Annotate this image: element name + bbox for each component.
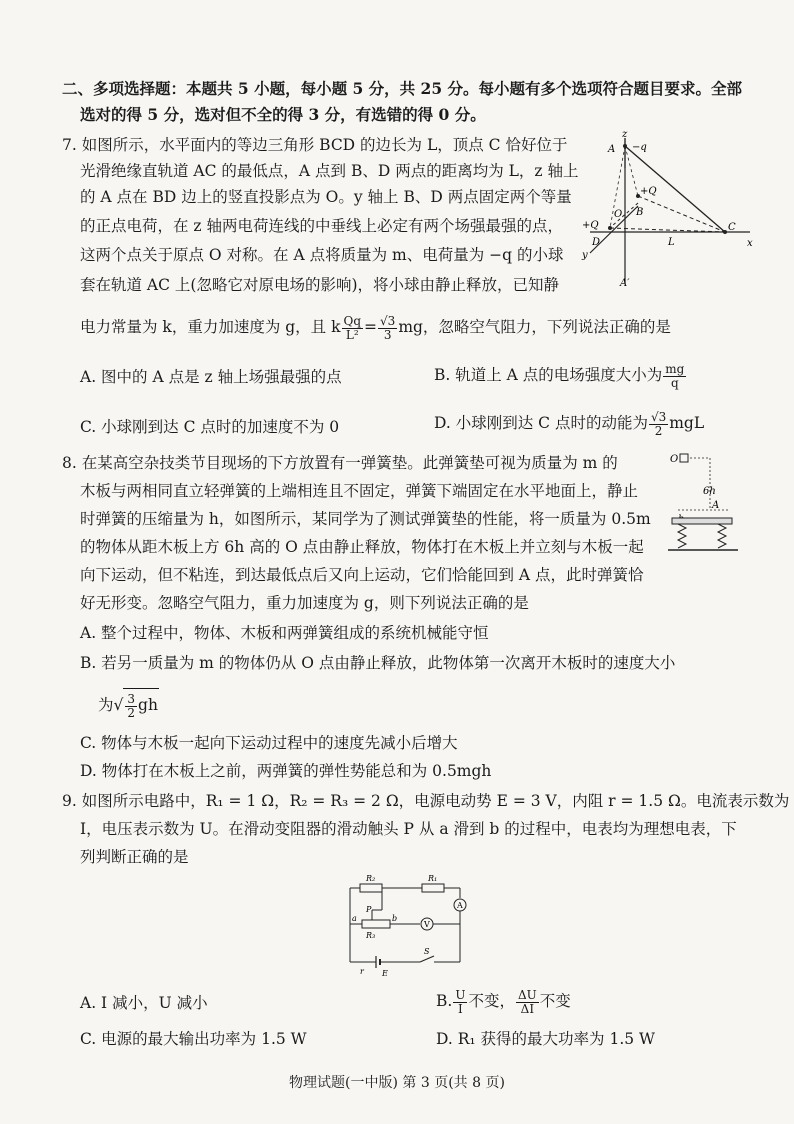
label-d: D [592, 237, 601, 248]
q8-option-b-cont: 为√ $\frac{3}{2}$ gh [98, 688, 159, 721]
q7-option-d: D. 小球刚到达 C 点时的动能为 $\frac{√3}{2}$ mgL [434, 409, 705, 438]
label-c: C [728, 222, 736, 233]
q8-text-line: 向下运动，但不粘连，到达最低点后又向上运动，它们恰能回到 A 点，此时弹簧恰 [80, 566, 644, 584]
wooden-board [672, 518, 732, 524]
resistor-r1 [422, 884, 444, 892]
q9-option-d: D. R₁ 获得的最大功率为 1.5 W [436, 1030, 655, 1048]
q8-option-c: C. 物体与木板一起向下运动过程中的速度先减小后增大 [80, 734, 458, 752]
spring-right [718, 524, 726, 548]
q7-text-line: 的正点电荷，在 z 轴两电荷连线的中垂线上必定有两个场强最强的点， [80, 217, 564, 235]
spring-left [678, 524, 686, 548]
label-plus-q-d: +Q [582, 220, 599, 231]
label-y: y [582, 250, 588, 261]
edge-bc [638, 196, 725, 232]
label-r2: R₂ [366, 874, 376, 883]
q9-text-line: I，电压表示数为 U。在滑动变阻器的滑动触头 P 从 a 滑到 b 的过程中，电表均为理想电表，下 [80, 820, 737, 838]
label-a-prime: A′ [620, 278, 630, 289]
q7-text-line: 光滑绝缘直轨道 AC 的最低点，A 点到 B、D 两点的距离均为 L，z 轴上 [80, 162, 579, 180]
q7-text-line: 这两个点关于原点 O 对称。在 A 点将质量为 m、电荷量为 −q 的小球 [80, 246, 564, 264]
label-o: O [670, 454, 679, 465]
q7-figure [580, 128, 760, 293]
label-o: O [614, 209, 623, 220]
label-a-end: a [352, 914, 357, 923]
resistor-r3 [362, 920, 390, 928]
label-r3: R₃ [366, 931, 376, 940]
label-l: L [668, 237, 675, 248]
q9-option-b: B. $\frac{U}{I}$ 不变， $\frac{\Delta U}{\Delta I}$ 不变 [436, 987, 571, 1016]
label-r1: R₁ [428, 874, 438, 883]
q8-text-line: 好无形变。忽略空气阻力，重力加速度为 g，则下列说法正确的是 [80, 594, 529, 612]
label-a: A [712, 500, 720, 511]
label-plus-q-b: +Q [640, 186, 657, 197]
q7-text-line-formula: 电力常量为 k，重力加速度为 g，且 k $\frac{Qq}{\text{L²}}$ = $\frac{√3}{3}$ mg，忽略空气阻力，下列说法正确的是 [80, 313, 671, 342]
label-v: V [424, 920, 430, 929]
q8-text-line: 8. 在某高空杂技类节目现场的下方放置有一弹簧垫。此弹簧垫可视为质量为 m 的 [62, 454, 618, 472]
q8-text-line: 的物体从距木板上方 6h 高的 O 点由静止释放，物体打在木板上并立刻与木板一起 [80, 538, 644, 556]
label-6h: 6h [703, 486, 716, 497]
q7-text-line: 7. 如图所示，水平面内的等边三角形 BCD 的边长为 L，顶点 C 恰好位于 [62, 136, 568, 154]
label-r: r [360, 967, 364, 976]
q8-text-line: 木板与两相同直立轻弹簧的上端相连且不固定，弹簧下端固定在水平地面上，静止 [80, 482, 639, 500]
label-b: B [636, 207, 644, 218]
q7-text-line: 套在轨道 AC 上(忽略它对原电场的影响)，将小球由静止释放，已知静 [80, 276, 560, 294]
resistor-r2 [360, 884, 382, 892]
label-a: A [457, 901, 463, 910]
q7-option-c: C. 小球刚到达 C 点时的加速度不为 0 [80, 418, 340, 436]
label-minus-q: −q [632, 142, 647, 153]
object-block [680, 454, 688, 462]
section-header-line2: 选对的得 5 分，选对但不全的得 3 分，有选错的得 0 分。 [80, 105, 486, 124]
q9-option-a: A. I 减小，U 减小 [80, 994, 208, 1012]
q8-figure [664, 448, 744, 558]
q9-text-line: 9. 如图所示电路中，R₁ = 1 Ω，R₂ = R₃ = 2 Ω，电源电动势 E = 3 V，内阻 r = 1.5 Ω。电流表示数为 [62, 792, 790, 810]
q8-option-a: A. 整个过程中，物体、木板和两弹簧组成的系统机械能守恒 [80, 624, 489, 642]
label-a: A [608, 144, 616, 155]
label-x: x [747, 238, 753, 249]
label-p: P [366, 905, 372, 914]
q9-text-line: 列判断正确的是 [80, 848, 189, 866]
page-footer: 物理试题(一中版) 第 3 页(共 8 页) [289, 1075, 505, 1091]
q8-option-b: B. 若另一质量为 m 的物体仍从 O 点由静止释放，此物体第一次离开木板时的速度大小 [80, 654, 676, 672]
q7-text-line: 的 A 点在 BD 边上的竖直投影点为 O。y 轴上 B、D 两点固定两个等量 [80, 188, 572, 206]
edge-dc [610, 228, 725, 232]
label-z: z [622, 129, 628, 140]
label-e: E [382, 969, 388, 978]
q7-option-a: A. 图中的 A 点是 z 轴上场强最强的点 [80, 368, 342, 386]
section-header-line1: 二、多项选择题：本题共 5 小题，每小题 5 分，共 25 分。每小题有多个选项符合题目要求。全部 [62, 79, 743, 98]
label-s: S [424, 947, 430, 956]
q8-text-line: 时弹簧的压缩量为 h，如图所示，某同学为了测试弹簧垫的性能，将一质量为 0.5m [80, 510, 651, 528]
q9-option-c: C. 电源的最大输出功率为 1.5 W [80, 1030, 307, 1048]
switch-s [420, 956, 434, 962]
q8-option-d: D. 物体打在木板上之前，两弹簧的弹性势能总和为 0.5mgh [80, 762, 492, 780]
q9-circuit-figure [330, 870, 480, 980]
label-b-end: b [392, 914, 398, 923]
q7-option-b: B. 轨道上 A 点的电场强度大小为 $\frac{mg}{q}$ [434, 361, 685, 390]
